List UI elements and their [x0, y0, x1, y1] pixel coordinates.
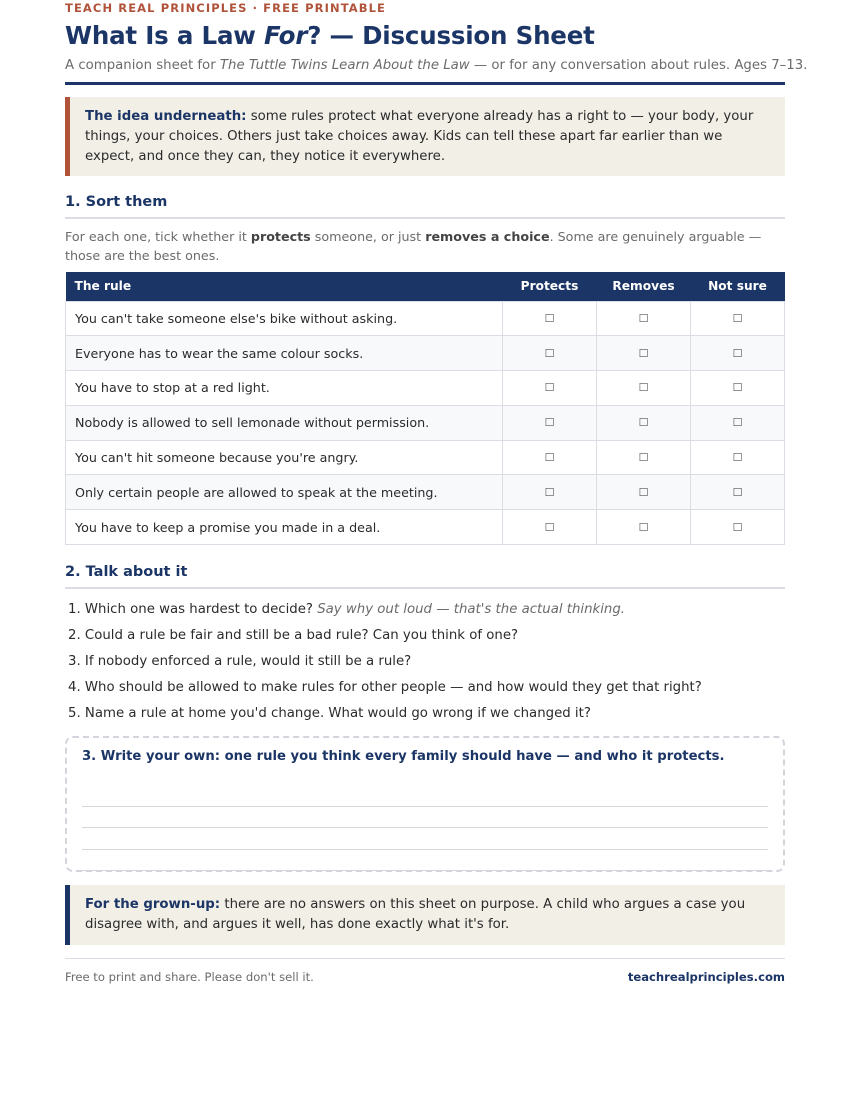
sort-instructions — [65, 227, 785, 265]
eyebrow-label: TEACH REAL PRINCIPLES · FREE PRINTABLE — [65, 1, 387, 15]
question-text: 5. Name a rule at home you'd change. What would go wrong if we changed it? — [68, 706, 591, 722]
title-part1: What Is a Law — [65, 21, 265, 50]
checkbox-not-sure[interactable]: ☐ — [691, 336, 785, 371]
checkbox-removes[interactable]: ☐ — [597, 405, 691, 440]
checkbox-protects[interactable]: ☐ — [503, 336, 597, 371]
grownup-text: there are no answers on this sheet on purpose. A child who argues a case you disagree with, and argues it well, has done exactly what it's for. — [85, 897, 746, 933]
write-your-own-prompt: 3. Write your own: one rule you think every family should have — and who it protects. — [82, 749, 725, 765]
writing-line[interactable] — [82, 850, 768, 872]
checkbox-protects[interactable]: ☐ — [503, 475, 597, 510]
rule-text: Everyone has to wear the same colour socks. — [66, 336, 503, 371]
checkbox-protects[interactable]: ☐ — [503, 405, 597, 440]
checkbox-removes[interactable]: ☐ — [597, 371, 691, 406]
table-row — [66, 440, 785, 475]
rule-text: Only certain people are allowed to speak at the meeting. — [66, 475, 503, 510]
worksheet-page — [65, 0, 808, 985]
list-item — [65, 701, 785, 727]
question-text: 3. If nobody enforced a rule, would it still be a rule? — [68, 654, 412, 670]
checkbox-protects[interactable]: ☐ — [503, 440, 597, 475]
grownup-label: For the grown-up: — [85, 897, 221, 913]
sort-table — [65, 272, 785, 545]
list-item — [65, 649, 785, 675]
list-item — [65, 597, 785, 623]
idea-callout — [65, 97, 785, 176]
idea-text: some rules protect what everyone already has a right to — your body, your things, your choices. Others just take choices away. Kids can tell these apart far earlier than we expect, and once they can, they notice it everywhere. — [85, 109, 754, 164]
subtitle-post: — or for any conversation about rules. Ages 7–13. — [469, 58, 808, 73]
table-row — [66, 336, 785, 371]
section-heading-talk: 2. Talk about it — [65, 561, 785, 589]
checkbox-removes[interactable]: ☐ — [597, 510, 691, 545]
talk-question-list — [65, 597, 785, 727]
title-emphasis: For — [264, 21, 308, 50]
rule-text: You can't hit someone because you're angry. — [66, 440, 503, 475]
intro-post: . Some are genuinely arguable — those are the best ones. — [65, 229, 762, 263]
checkbox-removes[interactable]: ☐ — [597, 440, 691, 475]
idea-label: The idea underneath: — [85, 109, 247, 124]
intro-pre: For each one, tick whether it — [65, 229, 251, 244]
checkbox-not-sure[interactable]: ☐ — [691, 510, 785, 545]
list-item — [65, 623, 785, 649]
footer-divider — [65, 958, 785, 959]
checkbox-not-sure[interactable]: ☐ — [691, 405, 785, 440]
rule-text: You have to stop at a red light. — [66, 371, 503, 406]
subtitle-book-title: The Tuttle Twins Learn About the Law — [219, 58, 470, 73]
footer-license-note: Free to print and share. Please don't sell it. — [65, 970, 314, 985]
checkbox-not-sure[interactable]: ☐ — [691, 371, 785, 406]
list-item — [65, 675, 785, 701]
checkbox-removes[interactable]: ☐ — [597, 336, 691, 371]
checkbox-protects[interactable]: ☐ — [503, 301, 597, 336]
write-your-own-box — [65, 736, 785, 872]
writing-line[interactable] — [82, 785, 768, 807]
rule-text: You can't take someone else's bike without asking. — [66, 301, 503, 336]
title-part2: ? — Discussion Sheet — [307, 21, 595, 50]
question-text: 1. Which one was hardest to decide? — [68, 602, 318, 618]
question-text: 2. Could a rule be fair and still be a bad rule? Can you think of one? — [68, 628, 519, 644]
rule-text: You have to keep a promise you made in a deal. — [66, 510, 503, 545]
writing-line[interactable] — [82, 807, 768, 829]
question-text: 4. Who should be allowed to make rules for other people — and how would they get that right? — [68, 680, 702, 696]
rule-text: Nobody is allowed to sell lemonade without permission. — [66, 405, 503, 440]
table-row — [66, 405, 785, 440]
table-row — [66, 301, 785, 336]
page-footer — [65, 969, 785, 985]
column-header-protects: Protects — [503, 272, 597, 301]
table-row — [66, 510, 785, 545]
checkbox-protects[interactable]: ☐ — [503, 510, 597, 545]
table-row — [66, 371, 785, 406]
question-hint: Say why out loud — that's the actual thinking. — [317, 602, 626, 618]
column-header-removes: Removes — [597, 272, 691, 301]
footer-website-link[interactable]: teachrealprinciples.com — [627, 970, 785, 985]
intro-removes: removes a choice — [425, 229, 550, 244]
page-title — [65, 21, 785, 51]
subtitle-pre: A companion sheet for — [65, 58, 220, 73]
table-row — [66, 475, 785, 510]
writing-line[interactable] — [82, 828, 768, 850]
title-divider — [65, 82, 785, 85]
intro-mid: someone, or just — [310, 229, 426, 244]
column-header-rule: The rule — [66, 272, 503, 301]
section-heading-sort: 1. Sort them — [65, 191, 785, 219]
page-subtitle — [65, 57, 808, 75]
checkbox-removes[interactable]: ☐ — [597, 475, 691, 510]
grownup-callout — [65, 885, 785, 945]
checkbox-protects[interactable]: ☐ — [503, 371, 597, 406]
checkbox-not-sure[interactable]: ☐ — [691, 440, 785, 475]
column-header-not-sure: Not sure — [691, 272, 785, 301]
intro-protects: protects — [250, 229, 311, 244]
checkbox-removes[interactable]: ☐ — [597, 301, 691, 336]
checkbox-not-sure[interactable]: ☐ — [691, 475, 785, 510]
checkbox-not-sure[interactable]: ☐ — [691, 301, 785, 336]
table-header-row — [66, 272, 785, 301]
